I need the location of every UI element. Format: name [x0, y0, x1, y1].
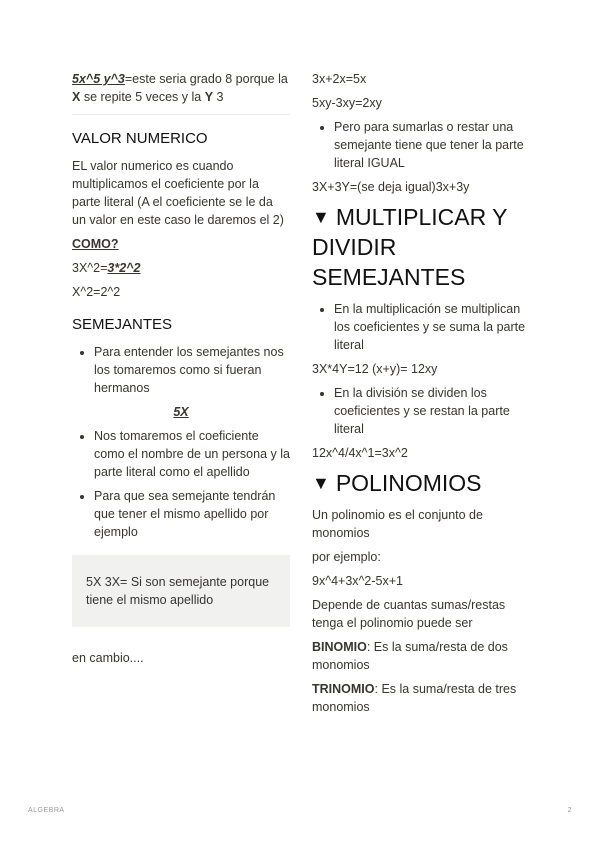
mult-list	[312, 300, 532, 354]
polinomio-depende: Depende de cuantas sumas/restas tenga el polinomio puede ser	[312, 598, 506, 630]
callout-box	[72, 555, 290, 627]
intro-expression: 5x^5 y^3	[72, 72, 125, 86]
intro-text: se repite 5 veces y la	[80, 90, 205, 104]
divider	[72, 114, 290, 115]
equation-1-prefix: 3X^2=	[72, 261, 108, 275]
binomio-text: : Es la suma/resta de dos monomios	[312, 640, 508, 672]
equation-e: 12x^4/4x^1=3x^2	[312, 446, 408, 460]
toggle-triangle-icon[interactable]: ▼	[312, 207, 330, 227]
semejantes-list	[72, 343, 290, 397]
list-item: • En la multiplicación se multiplican los coeficientes y se suma la parte literal	[334, 300, 532, 354]
trinomio-label: TRINOMIO	[312, 682, 375, 696]
trinomio-definition	[312, 680, 532, 716]
polinomio-example-label: por ejemplo:	[312, 550, 381, 564]
como-text: COMO?	[72, 237, 119, 251]
semejantes-list-2	[72, 427, 290, 541]
equation-a: 3x+2x=5x	[312, 72, 367, 86]
binomio-label: BINOMIO	[312, 640, 367, 654]
equation-1	[72, 259, 290, 277]
heading-text: MULTIPLICAR Y DIVIDIR SEMEJANTES	[312, 204, 508, 290]
list-item: • Para que sea semejante tendrán que tener el mismo apellido por ejemplo	[94, 487, 290, 541]
intro-y: Y	[204, 90, 214, 104]
div-list	[312, 384, 532, 438]
toggle-triangle-icon[interactable]: ▼	[312, 473, 330, 493]
heading-multiplicar-dividir[interactable]	[312, 202, 532, 292]
polinomio-expression: 9x^4+3x^2-5x+1	[312, 574, 403, 588]
heading-text: POLINOMIOS	[335, 470, 482, 496]
equation-b: 5xy-3xy=2xy	[312, 96, 382, 110]
equation-1-bold: 3*2^2	[107, 261, 141, 275]
list-item: • Para entender los semejantes nos los tomaremos como si fueran hermanos	[94, 343, 290, 397]
heading-polinomios[interactable]	[312, 468, 532, 498]
list-item: • Pero para sumarlas o restar una semejante tiene que tener la parte literal IGUAL	[334, 118, 532, 172]
list-item: • Nos tomaremos el coeficiente como el nombre de un persona y la parte literal como el apellido	[94, 427, 290, 481]
equation-d: 3X*4Y=12 (x+y)= 12xy	[312, 362, 438, 376]
equation-c: 3X+3Y=(se deja igual)3x+3y	[312, 180, 470, 194]
right-column	[312, 70, 532, 722]
sum-list	[312, 118, 532, 172]
intro-text: =este seria grado 8 porque la	[124, 72, 288, 86]
trinomio-text: : Es la suma/resta de tres monomios	[312, 682, 517, 714]
binomio-definition	[312, 638, 532, 674]
valor-numerico-text: EL valor numerico es cuando multiplicamos el coeficiente por la parte literal (A el coeficiente se le da un valor en este caso le daremos el 2)	[72, 159, 284, 227]
equation-2: X^2=2^2	[72, 285, 121, 299]
callout-text: 5X 3X= Si son semejante porque tiene el mismo apellido	[86, 575, 270, 607]
intro-text: 3	[213, 90, 224, 104]
como-label	[72, 235, 290, 253]
heading-valor-numerico: VALOR NUMERICO	[72, 130, 208, 147]
list-item: • En la división se dividen los coeficientes y se restan la parte literal	[334, 384, 532, 438]
footer-title: ALGEBRA	[28, 807, 65, 814]
intro-x: X	[72, 90, 81, 104]
polinomio-definition: Un polinomio es el conjunto de monomios	[312, 508, 483, 540]
heading-semejantes: SEMEJANTES	[72, 316, 173, 333]
en-cambio-text: en cambio....	[72, 651, 144, 665]
intro-paragraph	[72, 70, 290, 106]
left-column	[72, 70, 290, 673]
center-5x: 5X	[173, 405, 189, 419]
page-number: 2	[567, 807, 572, 814]
